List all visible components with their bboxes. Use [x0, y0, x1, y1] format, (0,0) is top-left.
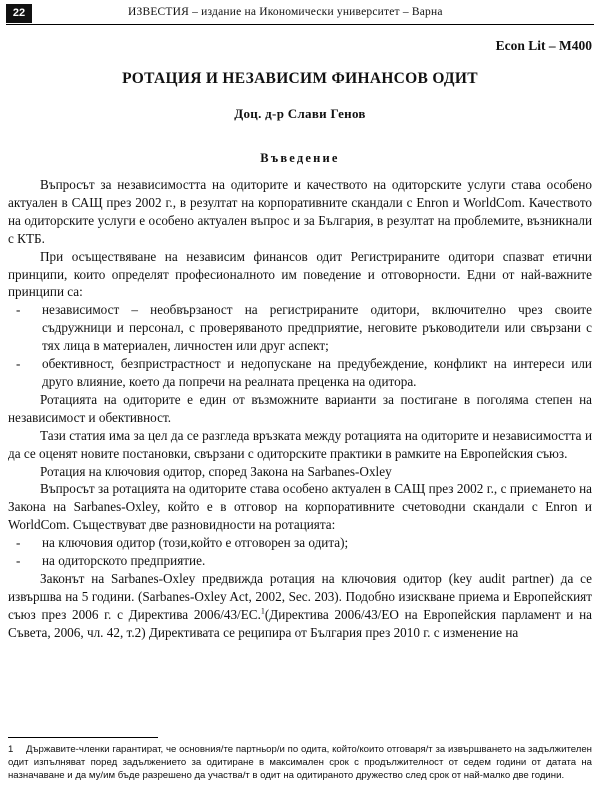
- list-item: [8, 301, 592, 355]
- footnote-text: Държавите-членки гарантират, че основния/те партньор/и по одита, който/които отговаря/т за извършването на задължителен одит изпълняват поред задължението за одитиране в максимален срок с продължителност от седем години от датата на назначаване и да му/им бъде разрешено да участва/т в одит на одитираното дружество след срок от най-малко две години.: [8, 744, 592, 782]
- list-item-text: независимост – необвързаност на регистрираните одитори, включително чрез своите съдружници и персонал, с проверяваното предприятие, неговите ръководители или свързани с тях лица в материален, личностен или друг аспект;: [42, 302, 592, 354]
- list-dash: -: [16, 356, 21, 372]
- paragraph: Ротацията на одиторите е един от възможните варианти за постигане в поголяма степен на независимост и обективност.: [8, 391, 592, 425]
- jel-classification: Econ Lit – M400: [495, 38, 592, 53]
- paragraph: Въпросът за ротацията на одиторите става особено актуален в САЩ през 2002 г., с приемането на Закона на Sarbanes-Oxley, който е в отговор на корпоративните счетоводни скандали с Enron и WorldCom. Съществуват две разновидности на ротацията:: [8, 481, 592, 533]
- list-item: [8, 534, 592, 552]
- paragraph: Въпросът за независимостта на одиторите и качеството на одиторските услуги става особено актуален в САЩ през 2002 г., в резултат на корпоративните скандали с Enron и WorldCom. Качеството на одиторските услуги е особено актуален въпрос и за България, в резултат на проблемите, възникнали с КТБ.: [8, 177, 592, 246]
- article-body: [8, 176, 592, 642]
- paragraph: [8, 570, 592, 642]
- list-dash: -: [16, 553, 21, 569]
- list-item-text: на ключовия одитор (този,който е отговорен за одита);: [42, 535, 349, 551]
- footnote-mark: 1: [8, 744, 14, 755]
- list-item: [8, 355, 592, 391]
- paragraph-text: (Директива 2006/43/ЕО на Европейския парламент и на Съвета, 2006, чл. 42, т.2) Директивата се реципира от България през 2010 г. с изменение на: [8, 606, 592, 640]
- list-dash: -: [16, 302, 21, 318]
- footnote-reference[interactable]: 1: [260, 606, 265, 616]
- subheading: Ротация на ключовия одитор, според Закона на Sarbanes-Oxley: [40, 463, 392, 479]
- list-dash: -: [16, 535, 21, 551]
- article-title: РОТАЦИЯ И НЕЗАВИСИМ ФИНАНСОВ ОДИТ: [122, 70, 478, 87]
- section-heading: Въведение: [260, 151, 340, 165]
- list-item-text: обективност, безпристрастност и недопускане на предубеждение, конфликт на интереси или друго влияние, което да попречи на реалната преценка на одитора.: [42, 356, 592, 389]
- footnote-divider: [8, 737, 158, 738]
- page-number: 22: [6, 4, 32, 23]
- paragraph: При осъществяване на независим финансов одит Регистрираните одитори спазват етични принципи, които определят професионалното им поведение и отговорности. Едни от най-важните принципи са:: [8, 248, 592, 300]
- list-item: [8, 552, 592, 570]
- running-header: [6, 4, 594, 25]
- footnote: [8, 743, 592, 783]
- list-item-text: на одиторското предприятие.: [42, 553, 206, 569]
- journal-title: ИЗВЕСТИЯ – издание на Икономически университет – Варна: [128, 6, 443, 18]
- paragraph-text: Законът на Sarbanes-Oxley предвижда ротация на ключовия одитор (key audit partner) да се извършва на 5 години. (Sarbanes-Oxley Act, 2002, Sec. 203). Подобно изискване приема и Европейският съюз през 2006 г. с Директива 2006/43/ЕС.: [8, 570, 592, 622]
- paragraph: Тази статия има за цел да се разгледа връзката между ротацията на одиторите и независимостта и да се оценят новите постановки, свързани с одиторските практики в рамките на Европейския съюз.: [8, 427, 592, 461]
- author: Доц. д-р Слави Генов: [234, 106, 366, 121]
